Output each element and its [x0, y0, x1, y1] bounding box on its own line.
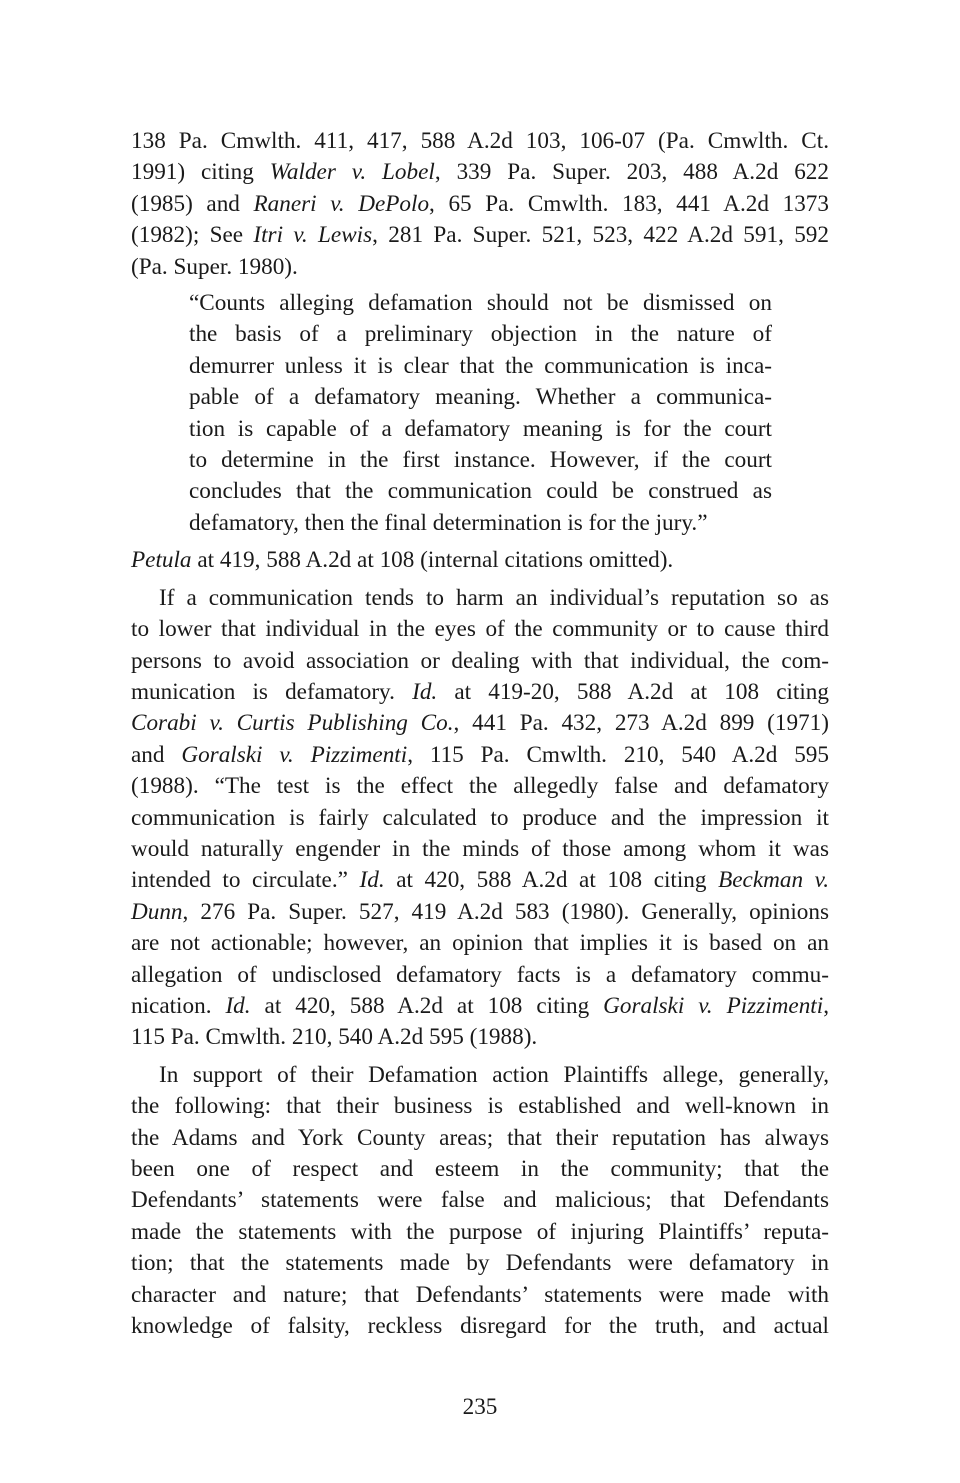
- text-line: [131, 252, 829, 283]
- text-line: [131, 928, 829, 959]
- quote-line: “Counts alleging defamation should not be dismissed on: [189, 290, 772, 317]
- quote-line: to determine in the first instance. However, if the court: [189, 447, 772, 474]
- text-line: [131, 614, 829, 645]
- page-body: [131, 126, 829, 1348]
- text-segment: nication.: [131, 992, 226, 1019]
- italic-text: Itri v. Lewis: [253, 222, 373, 249]
- text-line: [131, 677, 829, 708]
- quote-line: tion is capable of a defamatory meaning is for the court: [189, 415, 772, 442]
- text-segment: at 419, 588 A.2d at 108 (internal citations omitted).: [191, 547, 674, 574]
- quote-line: demurrer unless it is clear that the communication is inca-: [189, 352, 772, 379]
- block-quote: [131, 288, 829, 539]
- text-segment: Defendants’ statements were false and malicious; that Defendants: [131, 1187, 829, 1214]
- quote-line: pable of a defamatory meaning. Whether a communica-: [189, 384, 772, 411]
- text-line: [131, 583, 829, 614]
- text-line: [131, 708, 829, 739]
- text-segment: at 420, 588 A.2d at 108 citing: [250, 992, 604, 1019]
- text-line: [131, 220, 829, 251]
- page-number: 235: [462, 1394, 498, 1420]
- text-segment: are not actionable; however, an opinion that implies it is based on an: [131, 930, 829, 957]
- text-line: [131, 1217, 829, 1248]
- text-line: [131, 189, 829, 220]
- text-line: [131, 126, 829, 157]
- text-line: [131, 1022, 829, 1053]
- text-segment: and: [131, 741, 182, 768]
- italic-text: Raneri v. DePolo: [253, 190, 430, 217]
- text-segment: (1982); See: [131, 222, 254, 249]
- quote-line: defamatory, then the final determination is for the jury.”: [189, 509, 708, 536]
- text-segment: the following: that their business is established and well-known in: [131, 1093, 829, 1120]
- text-line: [131, 865, 829, 896]
- text-segment: munication is defamatory.: [131, 678, 413, 705]
- text-segment: 1991) citing: [131, 159, 270, 186]
- text-segment: would naturally engender in the minds of those among whom it was: [131, 835, 829, 862]
- text-segment: tion; that the statements made by Defendants were defamatory in: [131, 1250, 829, 1277]
- text-segment: 138 Pa. Cmwlth. 411, 417, 588 A.2d 103, 106-07 (Pa. Cmwlth. Ct.: [131, 128, 829, 154]
- text-segment: character and nature; that Defendants’ statements were made with: [131, 1281, 829, 1308]
- text-segment: knowledge of falsity, reckless disregard for the truth, and actual: [131, 1313, 829, 1340]
- text-segment: , 339 Pa. Super. 203, 488 A.2d 622: [434, 159, 829, 186]
- text-line: [131, 1060, 829, 1091]
- text-segment: (Pa. Super. 1980).: [131, 253, 298, 280]
- text-segment: persons to avoid association or dealing with that individual, the com-: [131, 647, 829, 674]
- italic-text: Id.: [359, 867, 385, 894]
- text-line: [131, 1280, 829, 1311]
- text-line: [131, 157, 829, 188]
- text-segment: 115 Pa. Cmwlth. 210, 540 A.2d 595 (1988).: [131, 1024, 538, 1051]
- text-line: [131, 1185, 829, 1216]
- text-line: [131, 1248, 829, 1279]
- text-segment: been one of respect and esteem in the community; that the: [131, 1156, 829, 1182]
- text-segment: intended to circulate.”: [131, 867, 360, 894]
- italic-text: Dunn: [131, 898, 183, 925]
- text-segment: , 441 Pa. 432, 273 A.2d 899 (1971): [453, 710, 829, 737]
- text-segment: (1988). “The test is the effect the allegedly false and defamatory: [131, 773, 829, 800]
- text-segment: ,: [823, 992, 829, 1019]
- quote-line: the basis of a preliminary objection in the nature of: [189, 321, 772, 348]
- text-segment: If a communication tends to harm an individual’s reputation so as: [159, 584, 829, 611]
- text-segment: , 65 Pa. Cmwlth. 183, 441 A.2d 1373: [429, 190, 829, 217]
- text-segment: allegation of undisclosed defamatory facts is a defamatory commu-: [131, 961, 829, 988]
- text-line: [131, 1123, 829, 1154]
- text-segment: , 281 Pa. Super. 521, 523, 422 A.2d 591, 592: [372, 222, 829, 249]
- text-line: [131, 1311, 829, 1342]
- text-line: [131, 991, 829, 1022]
- text-line: [131, 771, 829, 802]
- text-segment: (1985) and: [131, 190, 254, 217]
- text-segment: made the statements with the purpose of injuring Plaintiffs’ reputa-: [131, 1218, 829, 1245]
- quote-line: concludes that the communication could be construed as: [189, 478, 772, 505]
- text-segment: to lower that individual in the eyes of the community or to cause third: [131, 616, 829, 643]
- italic-text: Corabi v. Curtis Publishing Co.: [131, 710, 454, 737]
- italic-text: Goralski v. Pizzimenti: [181, 741, 408, 768]
- opening-paragraph: [131, 126, 829, 283]
- text-line: [131, 646, 829, 677]
- text-segment: at 419-20, 588 A.2d at 108 citing: [437, 678, 829, 705]
- italic-text: Goralski v. Pizzimenti: [603, 992, 824, 1019]
- text-segment: the Adams and York County areas; that their reputation has always: [131, 1124, 829, 1151]
- text-segment: at 420, 588 A.2d at 108 citing: [384, 867, 719, 894]
- text-line: [131, 1154, 829, 1185]
- paragraph-defamatory-communication: [131, 583, 829, 1054]
- paragraph-plaintiffs-allegations: [131, 1060, 829, 1343]
- italic-text: Petula: [131, 547, 192, 574]
- text-segment: , 276 Pa. Super. 527, 419 A.2d 583 (1980). Generally, opinions: [182, 898, 829, 925]
- text-segment: , 115 Pa. Cmwlth. 210, 540 A.2d 595: [407, 741, 829, 768]
- text-line: [131, 897, 829, 928]
- italic-text: Walder v. Lobel: [269, 159, 435, 186]
- text-line: [131, 803, 829, 834]
- text-line: [131, 834, 829, 865]
- quote-citation: [131, 545, 829, 576]
- italic-text: Id.: [412, 678, 438, 705]
- italic-text: Beckman v.: [718, 867, 829, 894]
- text-segment: communication is fairly calculated to produce and the impression it: [131, 804, 829, 831]
- text-segment: In support of their Defamation action Plaintiffs allege, generally,: [159, 1061, 829, 1088]
- text-line: [131, 545, 829, 576]
- text-line: [131, 1091, 829, 1122]
- text-line: [131, 740, 829, 771]
- italic-text: Id.: [225, 992, 251, 1019]
- text-line: [131, 960, 829, 991]
